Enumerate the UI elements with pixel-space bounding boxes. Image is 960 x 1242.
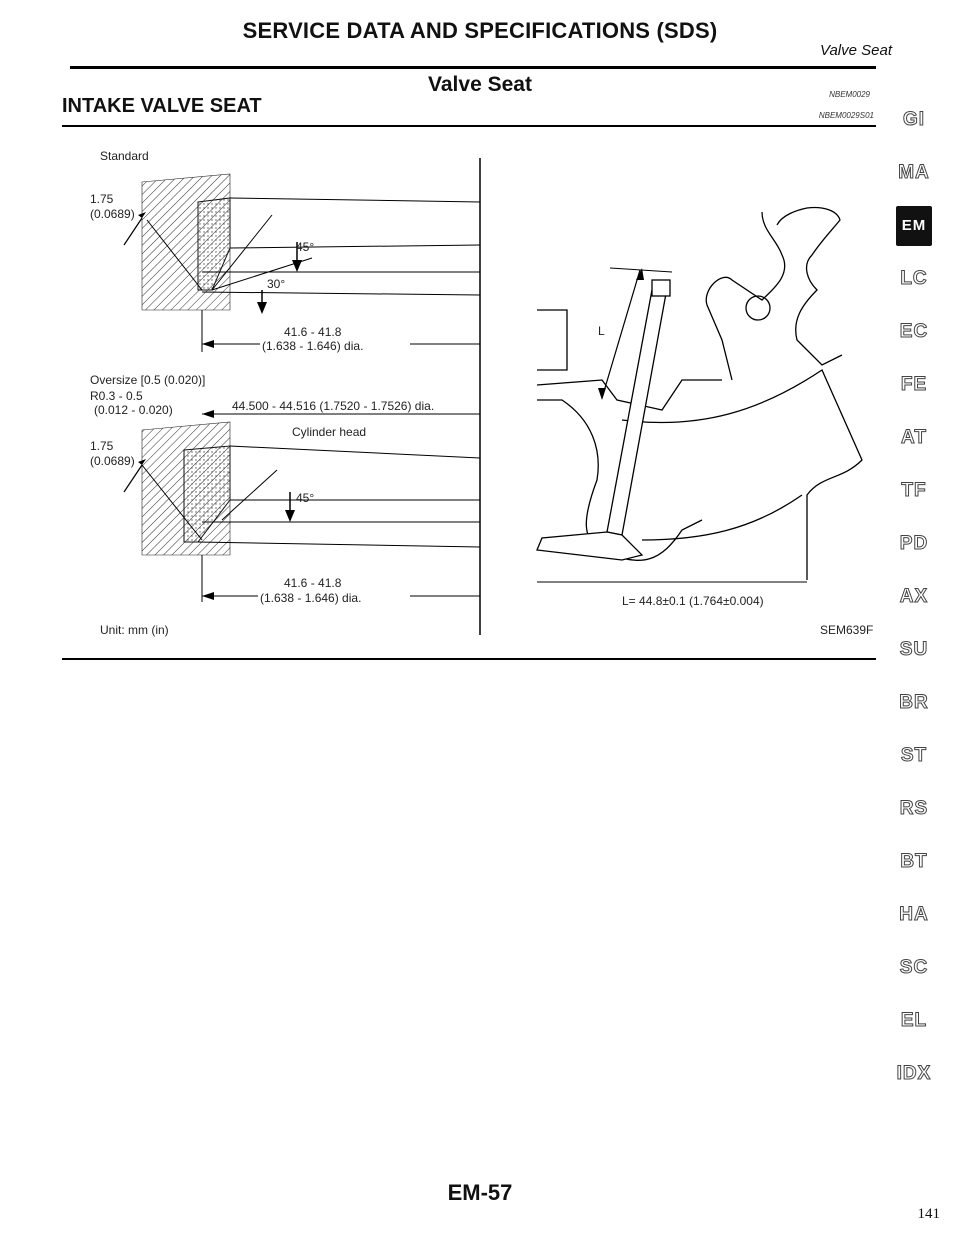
tab-ax[interactable]: AX [899, 586, 929, 607]
unit-label: Unit: mm (in) [100, 623, 169, 637]
standard-label: Standard [100, 149, 149, 163]
tab-st[interactable]: ST [900, 745, 928, 766]
section-code: NBEM0029 [829, 90, 870, 99]
subsection-code: NBEM0029S01 [818, 111, 874, 120]
oversize-dia: 41.6 - 41.8 [284, 576, 342, 590]
tab-gi[interactable]: GI [902, 109, 926, 130]
standard-dia: 41.6 - 41.8 [284, 325, 342, 339]
valve-seat-figure [62, 130, 882, 655]
tab-em[interactable]: EM [896, 206, 932, 246]
tab-at[interactable]: AT [901, 427, 927, 448]
oversize-angle-45: 45° [296, 491, 315, 505]
l-value: L= 44.8±0.1 (1.764±0.004) [622, 594, 764, 608]
standard-angle-30: 30° [267, 277, 286, 291]
section-title: Valve Seat [428, 73, 532, 96]
oversize-thickness: 1.75 [90, 439, 114, 453]
header-rule [70, 66, 876, 69]
tab-ec[interactable]: EC [899, 321, 929, 342]
figure-bottom-rule [62, 658, 876, 660]
tab-tf[interactable]: TF [901, 480, 927, 501]
tab-el[interactable]: EL [900, 1010, 928, 1031]
tab-fe[interactable]: FE [900, 374, 928, 395]
tab-br[interactable]: BR [899, 692, 929, 713]
cylinder-head-label: Cylinder head [292, 425, 367, 439]
tab-bt[interactable]: BT [900, 851, 928, 872]
oversize-thickness-in: (0.0689) [90, 454, 135, 468]
tab-idx[interactable]: IDX [896, 1063, 932, 1084]
tab-rs[interactable]: RS [899, 798, 929, 819]
subsection-rule [62, 125, 876, 127]
head-bore-dia: 44.500 - 44.516 (1.7520 - 1.7526) dia. [232, 399, 435, 413]
standard-dia-in: (1.638 - 1.646) dia. [262, 339, 364, 353]
valve-head [537, 532, 642, 560]
tab-lc[interactable]: LC [900, 268, 928, 289]
page-number: 141 [917, 1206, 940, 1222]
radius-in-label: (0.012 - 0.020) [94, 403, 173, 417]
tab-pd[interactable]: PD [899, 533, 929, 554]
page-header-title: SERVICE DATA AND SPECIFICATIONS (SDS) [242, 18, 718, 43]
tab-ha[interactable]: HA [899, 904, 929, 925]
oversize-label: Oversize [0.5 (0.020)] [90, 373, 206, 387]
l-label: L [598, 324, 605, 338]
valve-stem [607, 288, 667, 535]
page-footer-label: EM-57 [447, 1180, 513, 1205]
radius-label: R0.3 - 0.5 [90, 389, 143, 403]
standard-thickness-in: (0.0689) [90, 207, 135, 221]
standard-thickness: 1.75 [90, 192, 114, 206]
tab-ma[interactable]: MA [898, 162, 930, 183]
figure-id: SEM639F [820, 623, 874, 637]
subsection-title: INTAKE VALVE SEAT [62, 95, 262, 117]
standard-angle-45: 45° [296, 240, 315, 254]
tab-su[interactable]: SU [899, 639, 929, 660]
oversize-dia-in: (1.638 - 1.646) dia. [260, 591, 362, 605]
tab-sc[interactable]: SC [899, 957, 929, 978]
page-header-section: Valve Seat [820, 42, 892, 59]
